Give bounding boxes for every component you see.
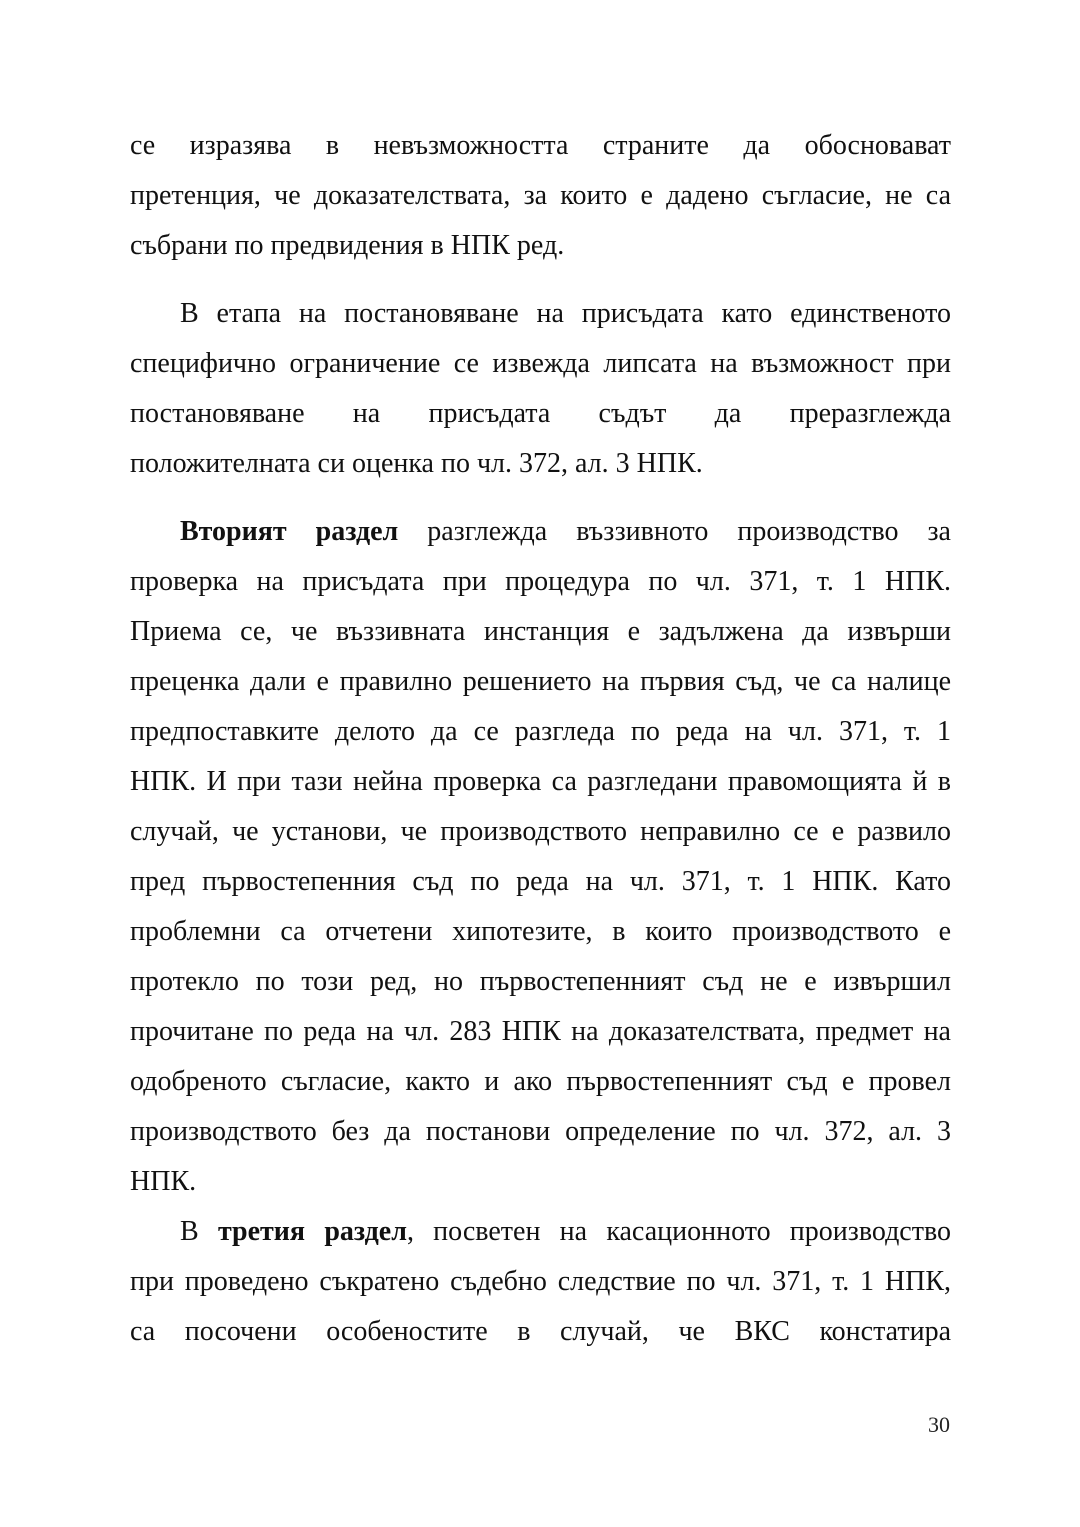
text-fragment: разглежда въззивното производство за — [427, 516, 951, 547]
text-line: при проведено съкратено съдебно следствие по чл. 371, т. 1 НПК, — [130, 1266, 951, 1297]
text-line: производството без да постанови определение по чл. 372, ал. 3 — [130, 1116, 951, 1147]
page-number: 30 — [928, 1412, 950, 1437]
text-line: специфично ограничение се извежда липсата на възможност при — [130, 348, 951, 379]
text-line: В етапа на постановяване на присъдата като единственото — [180, 298, 951, 329]
text-line: са посочени особеностите в случай, че ВКС констатира — [130, 1316, 951, 1347]
text-line: НПК. И при тази нейна проверка са разгледани правомощията й в — [130, 766, 951, 797]
text-line: НПК. — [130, 1166, 197, 1197]
text-line: претенция, че доказателствата, за които е дадено съгласие, не са — [130, 180, 951, 211]
text-fragment: В — [180, 1216, 199, 1247]
text-line: се изразява в невъзможността страните да обосновават — [130, 130, 951, 161]
text-line: случай, че установи, че производството неправилно се е развило — [130, 816, 951, 847]
text-line: събрани по предвидения в НПК ред. — [130, 230, 565, 261]
paragraph-3 — [130, 507, 951, 1207]
text-fragment: , посветен на касационното производство — [406, 1216, 952, 1247]
text-line: предпоставките делото да се разгледа по реда на чл. 371, т. 1 — [130, 716, 951, 747]
paragraph-2 — [130, 289, 951, 489]
text-line: преценка дали е правилно решението на първия съд, че са налице — [130, 666, 951, 697]
paragraph-4 — [130, 1207, 951, 1357]
text-line: постановяване на присъдата съдът да преразглежда — [130, 398, 951, 429]
text-line: одобреното съгласие, както и ако първостепенният съд е провел — [130, 1066, 951, 1097]
document-page — [130, 121, 951, 1357]
text-line: пред първостепенния съд по реда на чл. 371, т. 1 НПК. Като — [130, 866, 951, 897]
section-heading-bold: Вторият раздел — [180, 516, 399, 547]
text-line — [130, 1207, 951, 1257]
text-line: проблемни са отчетени хипотезите, в които производството е — [130, 916, 951, 947]
paragraph-1 — [130, 121, 951, 271]
text-line: положителната си оценка по чл. 372, ал. 3 НПК. — [130, 448, 703, 479]
section-heading-bold: третия раздел — [217, 1216, 407, 1247]
text-line — [130, 507, 951, 557]
text-line: Приема се, че въззивната инстанция е задължена да извърши — [130, 616, 951, 647]
text-line: проверка на присъдата при процедура по чл. 371, т. 1 НПК. — [130, 566, 951, 597]
text-line: протекло по този ред, но първостепенният съд не е извършил — [130, 966, 951, 997]
text-line: прочитане по реда на чл. 283 НПК на доказателствата, предмет на — [130, 1016, 951, 1047]
